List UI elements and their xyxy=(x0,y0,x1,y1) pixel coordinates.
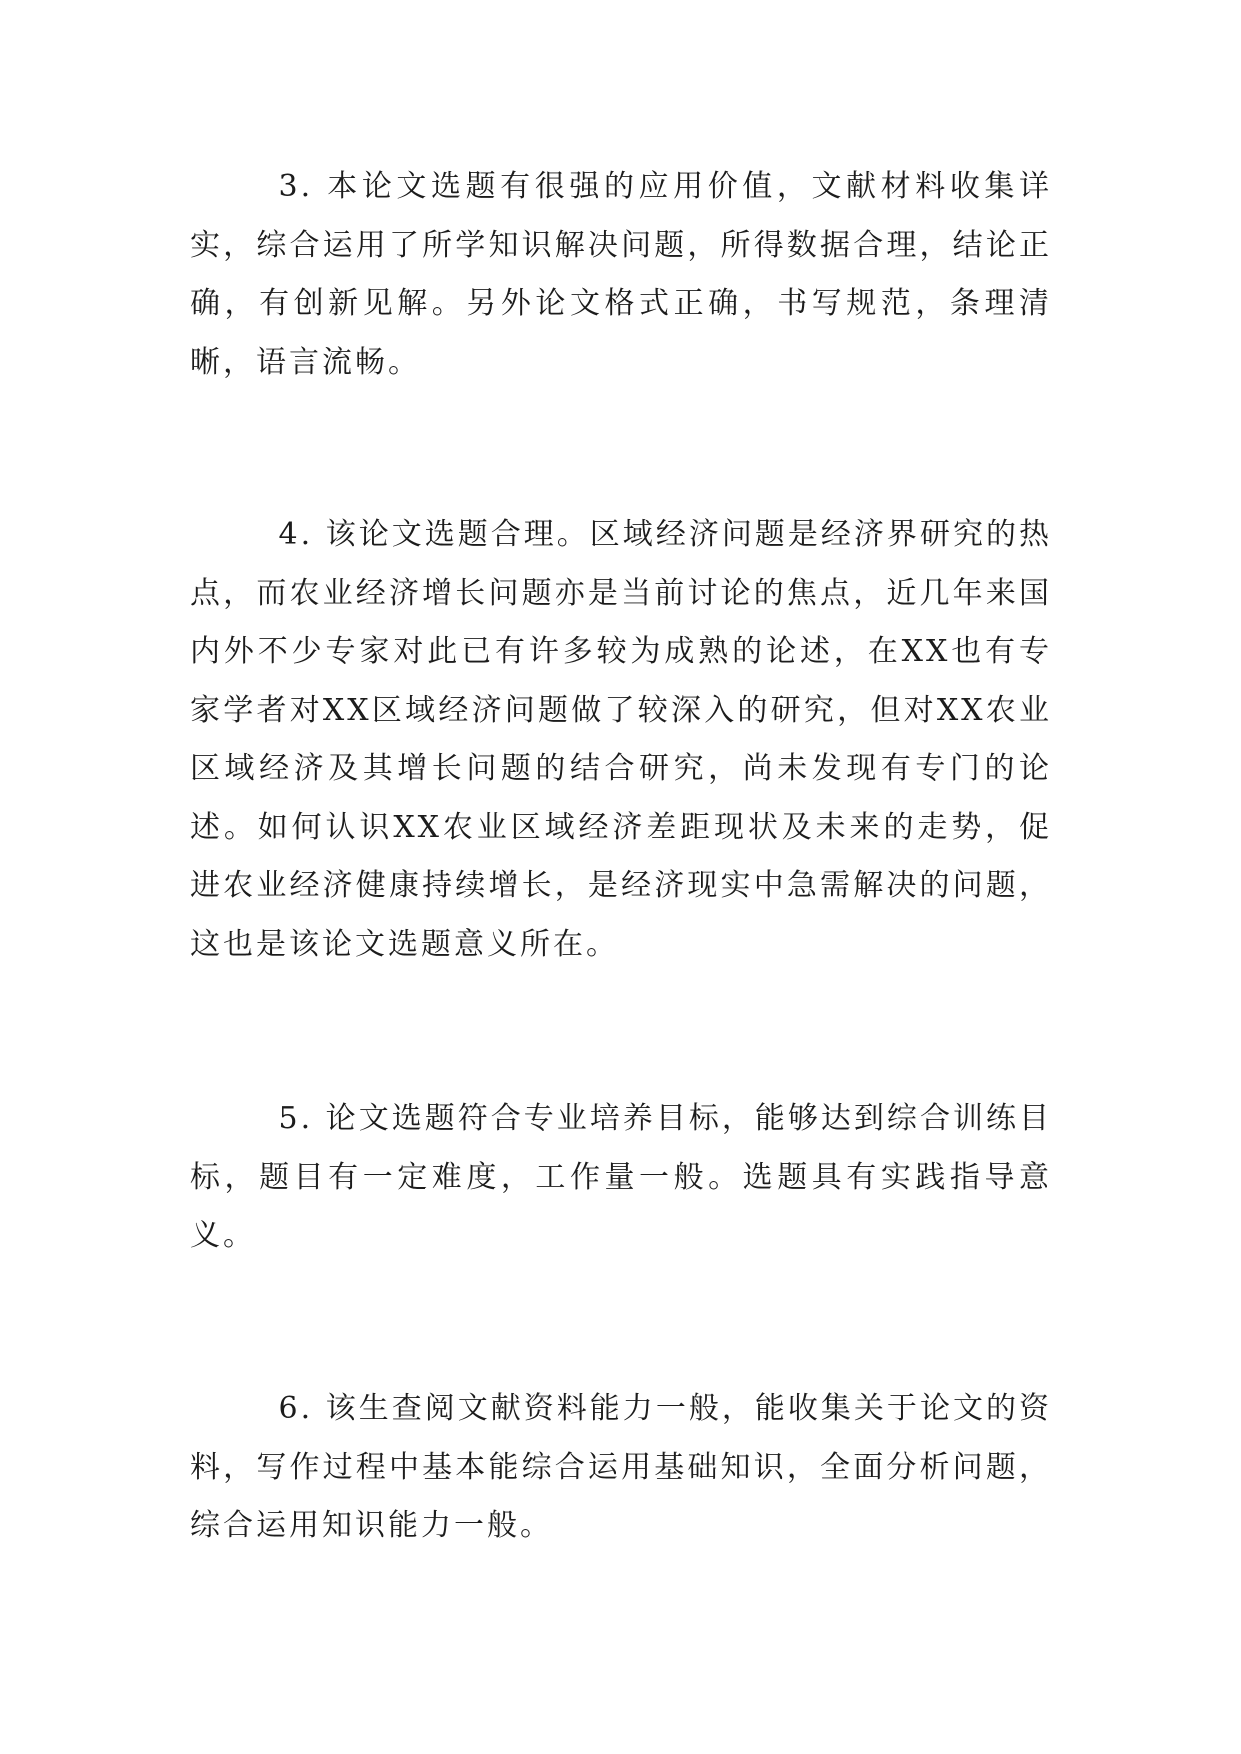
paragraph-item-5: 5. 论文选题符合专业培养目标，能够达到综合训练目标，题目有一定难度，工作量一般。选题具有实践指导意义。 xyxy=(190,1101,1052,1253)
paragraph-item-4: 4. 该论文选题合理。区域经济问题是经济界研究的热点，而农业经济增长问题亦是当前讨论的焦点，近几年来国内外不少专家对此已有许多较为成熟的论述，在XX也有专家学者对XX区域经济问题做了较深入的研究，但对XX农业区域经济及其增长问题的结合研究，尚未发现有专门的论述。如何认识XX农业区域经济差距现状及未来的走势，促进农业经济健康持续增长，是经济现实中急需解决的问题，这也是该论文选题意义所在。 xyxy=(190,517,1052,962)
paragraph-item-6: 6. 该生查阅文献资料能力一般，能收集关于论文的资料，写作过程中基本能综合运用基础知识，全面分析问题，综合运用知识能力一般。 xyxy=(190,1391,1052,1543)
paragraph-item-3: 3. 本论文选题有很强的应用价值，文献材料收集详实，综合运用了所学知识解决问题，所得数据合理，结论正确，有创新见解。另外论文格式正确，书写规范，条理清晰，语言流畅。 xyxy=(190,169,1052,380)
